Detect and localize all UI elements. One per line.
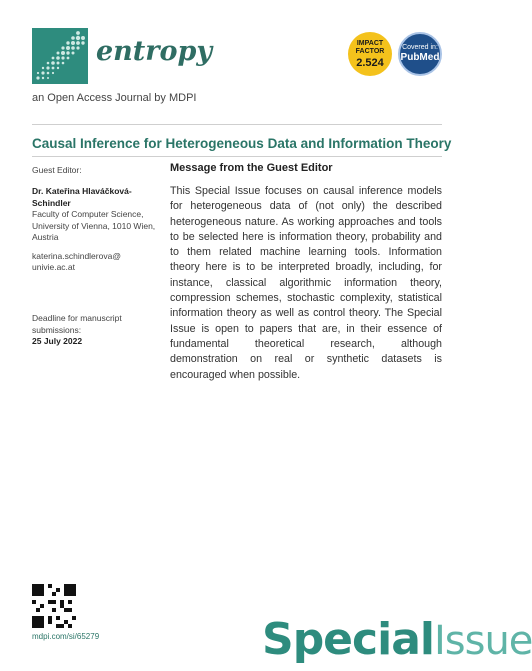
qr-code[interactable] <box>32 584 76 628</box>
guest-editor-label: Guest Editor: <box>32 165 82 175</box>
impact-value: 2.524 <box>356 56 384 69</box>
banner-issue-text: Issue <box>433 618 532 664</box>
editor-email-line-1[interactable]: katerina.schindlerova@ <box>32 250 121 261</box>
deadline-block <box>32 313 157 348</box>
message-heading: Message from the Guest Editor <box>170 162 333 174</box>
impact-factor-badge <box>348 32 392 76</box>
deadline-label-2: submissions: <box>32 324 82 335</box>
journal-tagline: an Open Access Journal by MDPI <box>32 92 197 104</box>
affiliation-line-3: Austria <box>32 232 59 242</box>
special-issue-url[interactable]: mdpi.com/si/65279 <box>32 632 100 641</box>
deadline-label-1: Deadline for manuscript <box>32 313 122 323</box>
pubmed-label-1: Covered in: <box>402 44 438 51</box>
journal-logo-mark <box>32 28 88 84</box>
guest-editor-name: Dr. Kateřina Hlaváčková-Schindler <box>32 186 132 208</box>
editor-email-line-2[interactable]: univie.ac.at <box>32 262 75 272</box>
special-issue-title: Causal Inference for Heterogeneous Data and Information Theory <box>32 136 452 151</box>
pubmed-badge <box>398 32 442 76</box>
message-body: This Special Issue focuses on causal inference models for heterogeneous data of (not only) the described heterogeneous nature. As working approaches and tools to be selected here is information theory, probability and to them related machine learning tools. Information theory here is to be interpreted broadly, including, for instance, classical algorithmic information theory, compression schemes, stochastic complexity, statistical information theory as well as control theory. The Special Issue is open to papers that are, in their essence of fundamental theoretical research, although demonstration on real or synthetic datasets is encouraged when possible. <box>170 185 442 381</box>
pubmed-label-2: PubMed <box>400 52 440 63</box>
guest-editor-block <box>32 186 157 274</box>
banner-special-text: Special <box>262 614 434 665</box>
journal-name: entropy <box>96 36 213 67</box>
deadline-date: 25 July 2022 <box>32 336 83 346</box>
affiliation-line-2: University of Vienna, 1010 Wien, <box>32 220 156 231</box>
header-divider <box>32 124 442 125</box>
title-divider <box>32 156 442 157</box>
impact-label-1: IMPACT <box>356 39 384 47</box>
impact-label-2: FACTOR <box>355 47 385 55</box>
special-issue-banner <box>262 614 532 665</box>
affiliation-line-1: Faculty of Computer Science, <box>32 209 144 219</box>
